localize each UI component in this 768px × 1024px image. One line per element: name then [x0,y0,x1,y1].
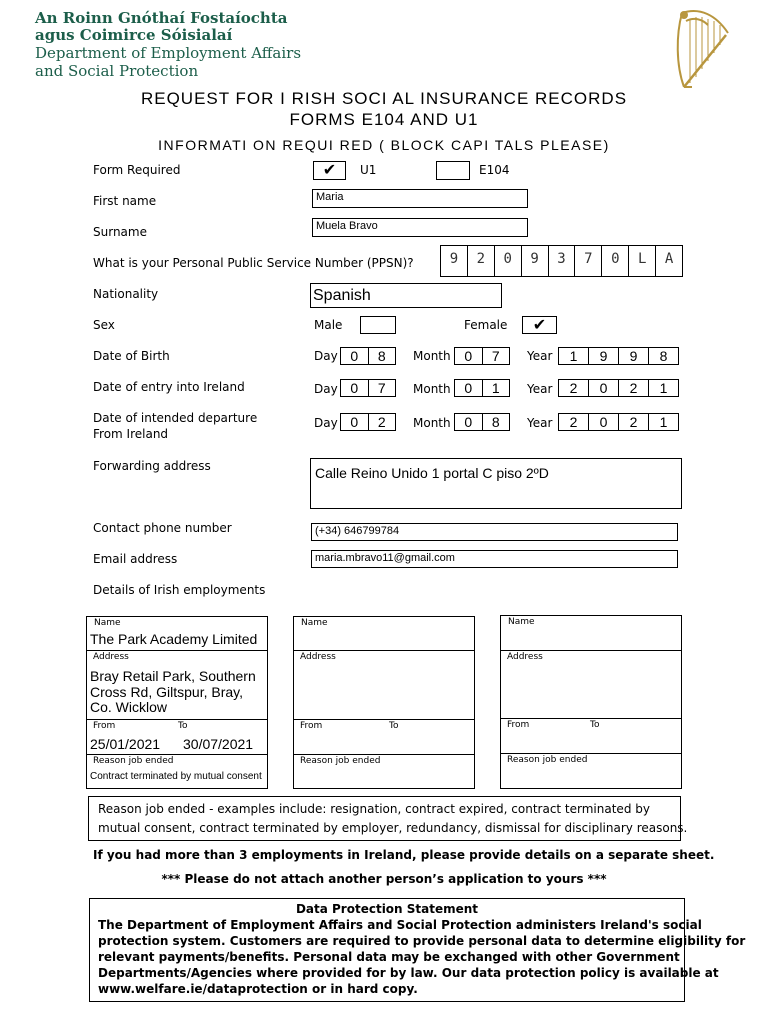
entry-month-field[interactable] [454,379,510,397]
data-protection-heading: Data Protection Statement [295,902,479,916]
male-checkbox[interactable] [360,316,396,334]
departure-month-field[interactable] [454,413,510,431]
dob-label: Date of Birth [93,349,170,363]
ppsn-char: 0 [494,246,521,276]
sex-label: Sex [93,318,115,332]
ppsn-char: L [628,246,655,276]
employment-card-2 [293,616,475,789]
form-subtitle: INFORMATI ON REQUI RED ( BLOCK CAPI TALS PLEASE) [158,137,610,153]
employment-from-label: From [300,721,323,731]
date-digit: 0 [350,348,359,364]
u1-label: U1 [360,163,377,177]
date-digit: 2 [569,414,578,430]
date-digit: 1 [648,414,678,430]
ppsn-label: What is your Personal Public Service Number (PPSN)? [93,256,414,270]
nationality-field[interactable]: Spanish [310,283,502,308]
dept-name-english-1: Department of Employment Affairs [35,44,302,62]
departure-day-field[interactable] [340,413,396,431]
departure-day-label: Day [314,416,338,430]
departure-year-label: Year [527,416,553,430]
employment-name-value: The Park Academy Limited [90,631,258,647]
employment-address-line: Bray Retail Park, Southern [90,668,256,684]
form-required-label: Form Required [93,163,181,177]
dept-name-english-2: and Social Protection [35,62,199,80]
entry-date-label: Date of entry into Ireland [93,380,245,394]
dob-year-label: Year [527,349,553,363]
date-digit: 9 [588,348,618,364]
form-title-line-2: FORMS E104 AND U1 [289,110,479,129]
employment-card-3 [500,615,682,789]
phone-field[interactable]: (+34) 646799784 [311,523,678,541]
dob-month-label: Month [413,349,451,363]
date-digit: 0 [464,380,473,396]
surname-label: Surname [93,225,147,239]
employment-to-value: 30/07/2021 [183,736,254,752]
first-name-label: First name [93,194,157,208]
data-protection-box [89,898,746,1002]
date-digit: 0 [464,414,473,430]
employment-reason-label: Reason job ended [507,755,588,765]
employment-address-line: Co. Wicklow [90,699,168,715]
employment-to-label: To [178,721,188,731]
date-digit: 7 [482,348,510,364]
female-label: Female [464,318,508,332]
data-protection-line: protection system. Customers are required to provide personal data to determine eligibility for [98,934,746,948]
male-label: Male [314,318,343,332]
do-not-attach-note: *** Please do not attach another person’s application to yours *** [161,872,607,886]
date-digit: 1 [482,380,510,396]
employment-from-value: 25/01/2021 [90,736,161,752]
date-digit: 8 [368,348,396,364]
phone-label: Contact phone number [93,521,232,535]
data-protection-line: Departments/Agencies where provided for by law. Our data protection policy is available at [98,966,719,980]
departure-year-field[interactable] [558,413,679,431]
date-digit: 9 [618,348,648,364]
departure-month-label: Month [413,416,451,430]
dob-day-label: Day [314,349,338,363]
date-digit: 1 [569,348,578,364]
employment-reason-value: Contract terminated by mutual consent [90,771,262,782]
reason-examples-line-1: Reason job ended - examples include: resignation, contract expired, contract terminated by [98,802,650,816]
employment-card-1 [86,616,268,789]
date-digit: 2 [618,414,648,430]
e104-checkbox[interactable] [436,161,470,180]
dept-name-irish-2: agus Coimirce Sóisialaí [35,26,233,44]
email-label: Email address [93,552,178,566]
employment-from-label: From [93,721,116,731]
date-digit: 1 [648,380,678,396]
date-digit: 0 [588,414,618,430]
nationality-label: Nationality [93,287,159,301]
employment-name-label: Name [508,617,535,627]
employment-reason-label: Reason job ended [93,756,174,766]
first-name-field[interactable]: Maria [312,189,528,208]
employment-address-label: Address [507,652,543,662]
data-protection-link[interactable]: www.welfare.ie/dataprotection or in hard copy. [98,982,418,996]
reason-examples-box [88,796,688,841]
ppsn-char: 7 [574,246,601,276]
forwarding-address-label: Forwarding address [93,459,211,473]
employment-name-label: Name [94,618,121,628]
ppsn-field[interactable] [440,245,683,277]
form-title-line-1: REQUEST FOR I RISH SOCI AL INSURANCE RECORDS [140,89,628,108]
dob-month-field[interactable] [454,347,510,365]
employment-reason-label: Reason job ended [300,756,381,766]
departure-date-label-2: From Ireland [93,427,169,441]
female-checkbox[interactable]: ✔ [522,316,557,334]
employment-to-label: To [590,720,600,730]
employment-address-line: Cross Rd, Giltspur, Bray, [90,684,244,700]
date-digit: 2 [618,380,648,396]
harp-emblem-icon [672,5,734,93]
dept-name-irish-1: An Roinn Gnóthaí Fostaíochta [35,9,288,27]
date-digit: 2 [368,414,396,430]
employment-name-label: Name [301,618,328,628]
data-protection-line: The Department of Employment Affairs and Social Protection administers Ireland's social [98,918,702,932]
date-digit: 0 [350,414,359,430]
date-digit: 8 [482,414,510,430]
ppsn-char: 9 [449,251,459,267]
entry-year-label: Year [527,382,553,396]
date-digit: 0 [350,380,359,396]
entry-day-label: Day [314,382,338,396]
ppsn-char: A [655,246,682,276]
email-field[interactable]: maria.mbravo11@gmail.com [311,550,678,568]
dob-day-field[interactable] [340,347,396,365]
more-employments-note: If you had more than 3 employments in Ireland, please provide details on a separate sheet. [93,848,715,862]
entry-month-label: Month [413,382,451,396]
forwarding-address-field[interactable]: Calle Reino Unido 1 portal C piso 2ºD [310,458,682,509]
ppsn-char: 2 [467,246,494,276]
dob-year-field[interactable] [558,347,679,365]
entry-year-field[interactable] [558,379,679,397]
ppsn-char: 9 [521,246,548,276]
employment-address-label: Address [300,652,336,662]
e104-label: E104 [479,163,510,177]
departure-date-label-1: Date of intended departure [93,411,258,425]
employment-address-label: Address [93,652,129,662]
employment-to-label: To [389,721,399,731]
date-digit: 7 [368,380,396,396]
date-digit: 0 [464,348,473,364]
employment-from-label: From [507,720,530,730]
ppsn-char: 3 [548,246,575,276]
date-digit: 0 [588,380,618,396]
date-digit: 8 [648,348,678,364]
entry-day-field[interactable] [340,379,396,397]
u1-checkbox[interactable]: ✔ [313,161,346,180]
surname-field[interactable]: Muela Bravo [312,218,528,237]
date-digit: 2 [569,380,578,396]
employments-label: Details of Irish employments [93,583,266,597]
reason-examples-line-2: mutual consent, contract terminated by employer, redundancy, dismissal for disciplinary reasons. [98,821,688,835]
ppsn-char: 0 [601,246,628,276]
data-protection-line: relevant payments/benefits. Personal data may be exchanged with other Government [98,950,680,964]
